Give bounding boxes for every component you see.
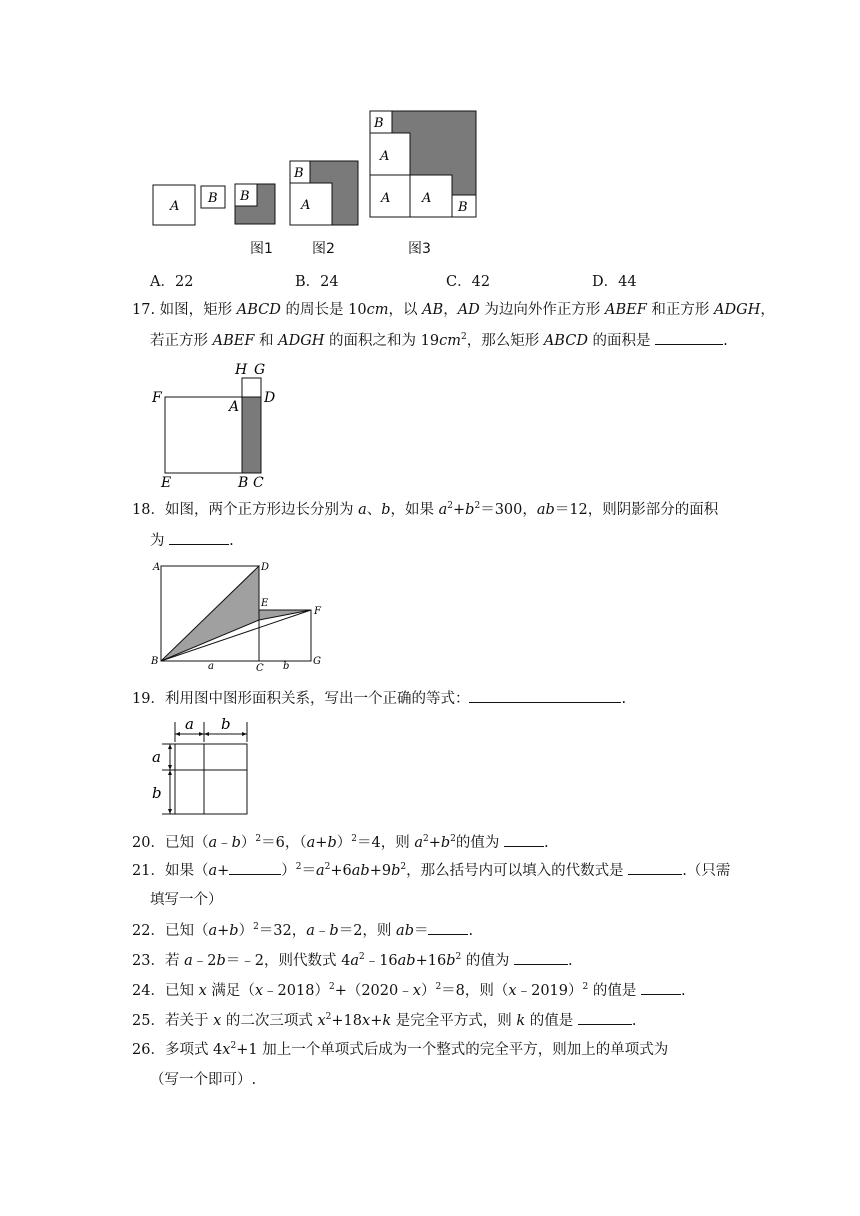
q18-label-e: E bbox=[261, 598, 269, 609]
q23-text: 23．若 a﹣2b＝﹣2，则代数式 $4a^2﹣16ab+16b^2$ 的值为 . bbox=[132, 950, 573, 971]
fig3-label-b-br: B bbox=[458, 200, 468, 215]
q17-figure bbox=[148, 356, 288, 492]
q18-label-f: F bbox=[314, 606, 321, 617]
q19-label-b-left: b bbox=[152, 784, 162, 802]
q17-label-c: C bbox=[253, 475, 264, 491]
q21-paren-blank[interactable] bbox=[229, 860, 281, 875]
q18-figure bbox=[150, 558, 330, 673]
q19-text: 19．利用图中图形面积关系，写出一个正确的等式： . bbox=[132, 688, 626, 709]
fig3-label-a-br: A bbox=[422, 191, 432, 206]
caption-fig1: 图1 bbox=[250, 241, 273, 257]
q19-figure bbox=[150, 714, 260, 820]
q18-answer-blank[interactable] bbox=[169, 530, 229, 545]
q24-text: 24．已知 x 满足（x﹣2018）$^2$+（2020﹣x）$^2$＝8，则（x﹣2019）$^2$ 的值是 . bbox=[132, 980, 686, 1001]
q17-label-g: G bbox=[254, 362, 266, 378]
fig3-label-a-bl: A bbox=[381, 191, 391, 206]
q18-line1: 18．如图，两个正方形边长分别为 a、b，如果 $a^2+b^2=300$，ab＝12，则阴影部分的面积 bbox=[132, 501, 719, 518]
q17-label-a: A bbox=[229, 399, 240, 415]
q21-answer-blank[interactable] bbox=[628, 860, 682, 875]
fig2-label-b: B bbox=[294, 166, 304, 181]
q19-answer-blank[interactable] bbox=[469, 688, 621, 703]
q18-line2: 为 . bbox=[150, 530, 234, 551]
fig2-label-a: A bbox=[301, 198, 311, 213]
q18-label-d: D bbox=[261, 562, 270, 573]
q17-label-e: E bbox=[161, 475, 172, 491]
q17-label-f: F bbox=[152, 390, 162, 406]
q18-label-a-pt: A bbox=[153, 562, 161, 573]
q19-label-a-top: a bbox=[185, 715, 194, 733]
q25-text: 25．若关于 x 的二次三项式 $x^2+18x+k$ 是完全平方式，则 k 的值是 . bbox=[132, 1010, 636, 1031]
caption-fig2: 图2 bbox=[312, 241, 335, 257]
q22-answer-blank[interactable] bbox=[428, 920, 468, 935]
fig1-label-a: A bbox=[170, 199, 180, 214]
top-figure bbox=[140, 100, 490, 260]
q17-answer-blank[interactable] bbox=[655, 330, 723, 345]
fig1-label-b2: B bbox=[240, 189, 250, 204]
q22-text: 22．已知$(a+b)^2=32$，a﹣b＝2，则 ab＝ . bbox=[132, 920, 473, 941]
fig3-square-a-mid bbox=[370, 133, 410, 175]
q23-answer-blank[interactable] bbox=[514, 950, 568, 965]
q21-line2: 填写一个） bbox=[150, 892, 223, 908]
q19-big-square bbox=[175, 744, 247, 814]
q17-line2: 若正方形 ABEF 和 ADGH 的面积之和为 $19cm^2$，那么矩形 ABCD 的面积是 . bbox=[150, 330, 728, 351]
caption-fig3: 图3 bbox=[408, 241, 431, 257]
q18-label-a-len: a bbox=[208, 661, 214, 672]
q20-text: 20．已知（a﹣b）$^2$＝6，$(a+b)^2=4$，则 $a^2+b^2$的值为 . bbox=[132, 832, 549, 853]
q17-label-h: H bbox=[235, 362, 248, 378]
fig1-label-b: B bbox=[208, 191, 218, 206]
q19-label-a-left: a bbox=[152, 748, 161, 766]
q17-rect-abcd bbox=[242, 397, 261, 473]
q17-label-d: D bbox=[264, 390, 276, 406]
fig3-label-b-top: B bbox=[374, 116, 384, 131]
q26-line2: （写一个即可）. bbox=[150, 1072, 257, 1088]
q19-label-b-top: b bbox=[221, 715, 231, 733]
q16-option-b: B．24 bbox=[295, 274, 339, 290]
q24-answer-blank[interactable] bbox=[641, 980, 681, 995]
q16-option-c: C．42 bbox=[446, 274, 491, 290]
q17-square-adgh bbox=[242, 378, 261, 397]
q20-answer-blank[interactable] bbox=[504, 832, 544, 847]
q18-label-b-len: b bbox=[283, 661, 290, 672]
q18-label-b: B bbox=[151, 656, 159, 667]
fig3-label-a-mid: A bbox=[380, 149, 390, 164]
q18-label-c: C bbox=[256, 663, 264, 673]
q17-line1: 17. 如图，矩形 ABCD 的周长是 10cm，以 AB，AD 为边向外作正方形 ABEF 和正方形 ADGH， bbox=[132, 302, 775, 318]
q21-line1: 21．如果$(a+ )^2=a^2+6ab+9b^2$，那么括号内可以填入的代数式是 .（只需 bbox=[132, 860, 730, 881]
q18-label-g: G bbox=[313, 656, 321, 667]
q25-answer-blank[interactable] bbox=[578, 1010, 632, 1025]
q16-option-d: D．44 bbox=[592, 274, 637, 290]
q16-option-a: A．22 bbox=[150, 274, 194, 290]
q26-line1: 26．多项式 $4x^2+1$ 加上一个单项式后成为一个整式的完全平方，则加上的单项式为 bbox=[132, 1041, 669, 1058]
q17-label-b: B bbox=[238, 475, 249, 491]
fig2-square-a bbox=[290, 183, 332, 225]
